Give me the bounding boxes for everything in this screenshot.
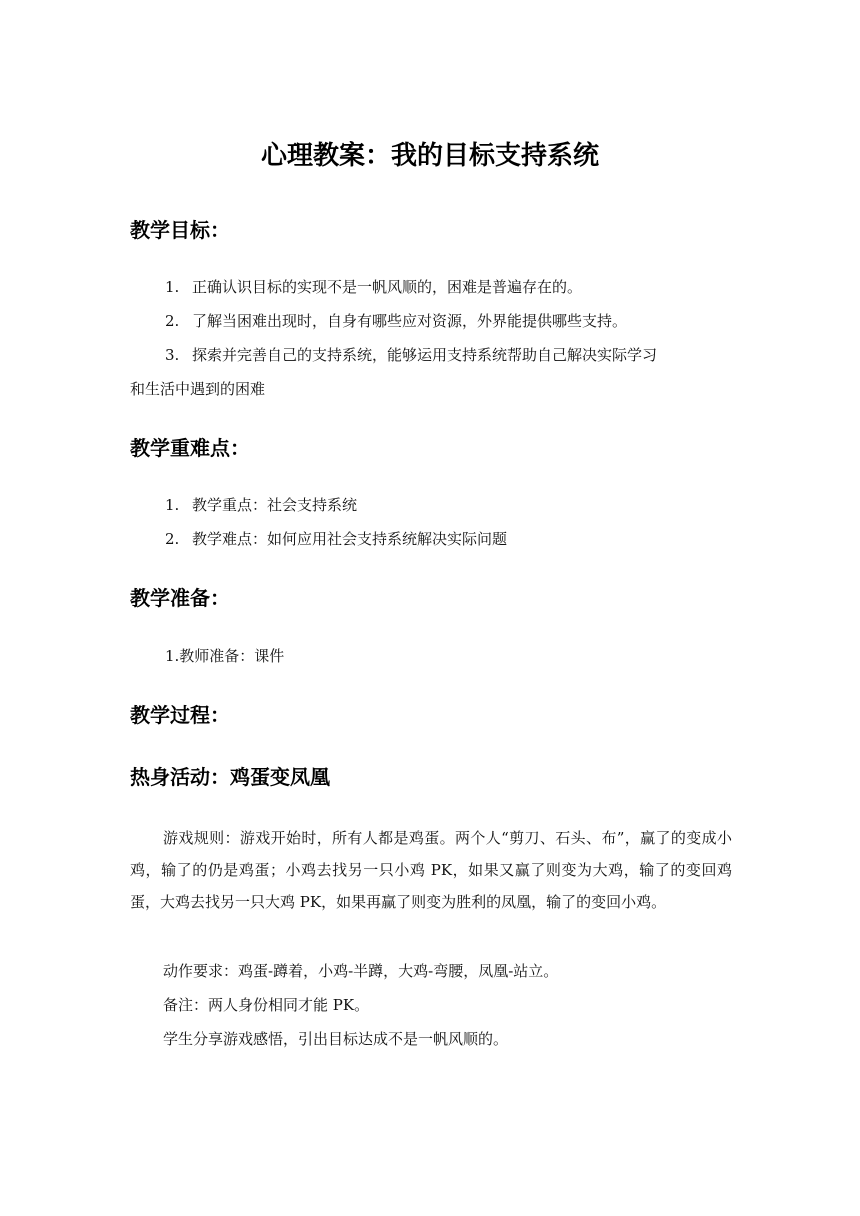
list-item-number: 3.: [165, 346, 180, 364]
paragraph: 动作要求：鸡蛋-蹲着，小鸡-半蹲，大鸡-弯腰，凤凰-站立。: [163, 962, 559, 980]
list-item-continuation: 和生活中遇到的困难: [130, 380, 266, 398]
list-item-number: 2.: [165, 530, 180, 548]
list-item: [165, 494, 357, 516]
key-points-heading: 教学重难点：: [130, 436, 250, 460]
process-heading: 教学过程：: [130, 703, 230, 727]
objectives-heading: 教学目标：: [130, 218, 230, 242]
paragraph: 学生分享游戏感悟，引出目标达成不是一帆风顺的。: [163, 1030, 509, 1048]
list-item: [165, 344, 657, 366]
preparation-item: 1.教师准备：课件: [165, 647, 285, 665]
warmup-heading: 热身活动：鸡蛋变凤凰: [130, 765, 330, 789]
paragraph: 备注：两人身份相同才能 PK。: [163, 996, 370, 1014]
list-item-number: 1.: [165, 496, 180, 514]
list-item-text: 教学重点：社会支持系统: [192, 496, 358, 514]
list-item-text: 探索并完善自己的支持系统，能够运用支持系统帮助自己解决实际学习: [192, 346, 658, 364]
list-item: [165, 310, 627, 332]
list-item-text: 正确认识目标的实现不是一帆风顺的，困难是普遍存在的。: [192, 278, 583, 296]
list-item-number: 1.: [165, 278, 180, 296]
preparation-heading: 教学准备：: [130, 586, 230, 610]
list-item: [165, 276, 582, 298]
paragraph: 游戏规则：游戏开始时，所有人都是鸡蛋。两个人“剪刀、石头、布”，赢了的变成小鸡，输了的仍是鸡蛋；小鸡去找另一只小鸡 PK，如果又赢了则变为大鸡，输了的变回鸡蛋，大鸡去找另一只大鸡 PK，如果再赢了则变为胜利的凤凰，输了的变回小鸡。: [130, 829, 732, 911]
list-item-text: 教学难点：如何应用社会支持系统解决实际问题: [192, 530, 508, 548]
list-item-text: 了解当困难出现时，自身有哪些应对资源，外界能提供哪些支持。: [192, 312, 628, 330]
list-item-number: 2.: [165, 312, 180, 330]
list-item: [165, 528, 507, 550]
page-title: 心理教案：我的目标支持系统: [260, 141, 599, 171]
